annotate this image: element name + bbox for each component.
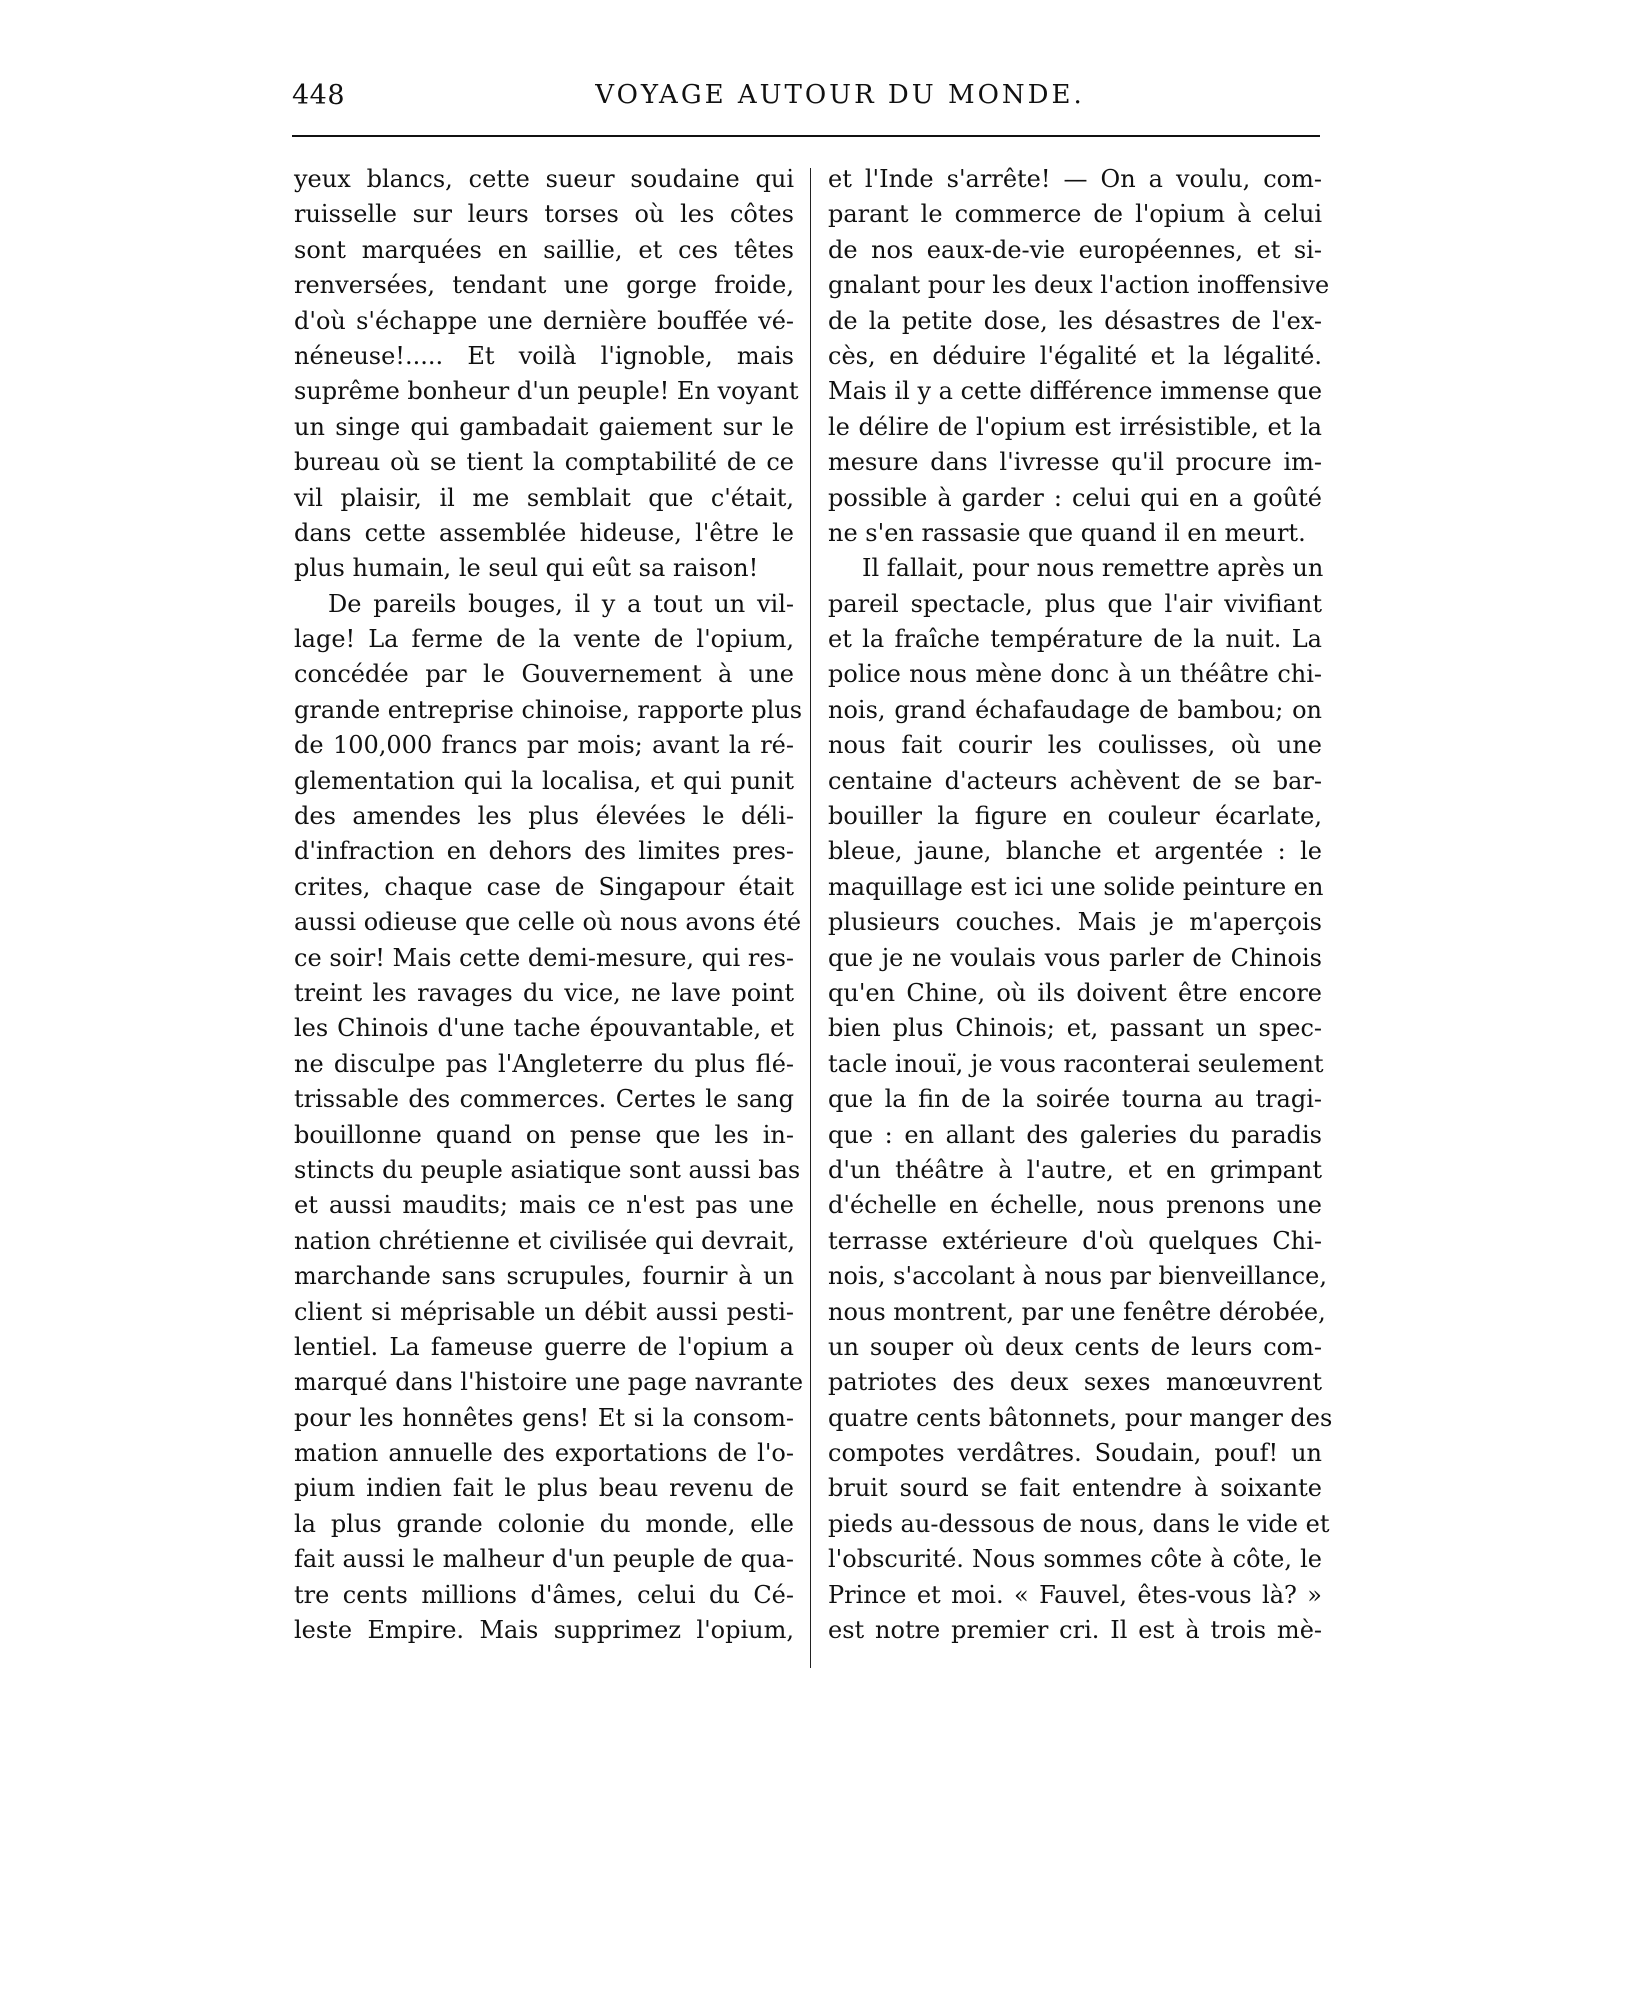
text-line: lage! La ferme de la vente de l'opium, [294,625,794,654]
page-number: 448 [292,80,346,111]
text-line: marqué dans l'histoire une page navrante [294,1368,804,1397]
text-line: plusieurs couches. Mais je m'aperçois [828,908,1322,937]
text-line: dans cette assemblée hideuse, l'être le [294,518,794,547]
text-line: nois, s'accolant à nous par bienveillance, [828,1262,1327,1291]
text-line: leste Empire. Mais supprimez l'opium, [294,1616,794,1645]
text-line: Mais il y a cette différence immense que [828,377,1323,406]
text-line: De pareils bouges, il y a tout un vil- [328,589,794,618]
text-line: ce soir! Mais cette demi-mesure, qui res- [294,943,794,972]
text-line: mesure dans l'ivresse qu'il procure im- [828,448,1322,477]
text-line: suprême bonheur d'un peuple! En voyant [294,377,799,406]
text-line: néneuse!..... Et voilà l'ignoble, mais [294,341,794,370]
text-line: pium indien fait le plus beau revenu de [294,1474,794,1503]
text-line: bien plus Chinois; et, passant un spec- [828,1014,1322,1043]
text-line: et l'Inde s'arrête! — On a voulu, com- [828,165,1322,193]
text-line: nois, grand échafaudage de bambou; on [828,695,1322,724]
text-line: fait aussi le malheur d'un peuple de qua- [294,1545,794,1574]
text-line: gnalant pour les deux l'action inoffensive [828,271,1330,300]
text-line: que la fin de la soirée tourna au tragi- [828,1085,1322,1114]
text-line: plus humain, le seul qui eût sa raison! [294,554,759,583]
text-line: de 100,000 francs par mois; avant la ré- [294,731,794,760]
header-rule [292,135,1320,137]
text-line: lentiel. La fameuse guerre de l'opium a [294,1332,794,1361]
text-line: parant le commerce de l'opium à celui [828,200,1322,229]
text-line: d'un théâtre à l'autre, et en grimpant [828,1155,1322,1184]
text-line: ne s'en rassasie que quand il en meurt. [828,518,1306,547]
text-line: des amendes les plus élevées le déli- [294,802,794,831]
text-line: ruisselle sur leurs torses où les côtes [294,200,794,229]
left-text-column [294,162,804,1648]
text-line: et la fraîche température de la nuit. La [828,625,1322,654]
text-line: pour les honnêtes gens! Et si la consom- [294,1403,794,1432]
text-line: pieds au-dessous de nous, dans le vide et [828,1509,1330,1538]
running-title: VOYAGE AUTOUR DU MONDE. [595,80,1085,110]
text-line: qu'en Chine, où ils doivent être encore [828,978,1322,1007]
text-line: treint les ravages du vice, ne lave point [294,978,794,1007]
text-line: Prince et moi. « Fauvel, êtes-vous là? » [828,1580,1322,1609]
text-line: un souper où deux cents de leurs com- [828,1332,1322,1361]
text-line: vil plaisir, il me semblait que c'était, [294,483,794,512]
text-line: aussi odieuse que celle où nous avons été [294,908,802,937]
text-line: client si méprisable un débit aussi pesti- [294,1297,794,1326]
text-line: l'obscurité. Nous sommes côte à côte, le [828,1545,1322,1574]
text-line: sont marquées en saillie, et ces têtes [294,235,794,264]
text-line: yeux blancs, cette sueur soudaine qui [294,165,794,193]
text-line: grande entreprise chinoise, rapporte plus [294,695,803,724]
text-line: le délire de l'opium est irrésistible, et la [828,412,1322,441]
text-line: que : en allant des galeries du paradis [828,1120,1322,1149]
text-line: tre cents millions d'âmes, celui du Cé- [294,1580,794,1609]
text-line: de nos eaux-de-vie européennes, et si- [828,235,1322,264]
text-line: d'où s'échappe une dernière bouffée vé- [294,306,794,335]
text-line: nous montrent, par une fenêtre dérobée, [828,1297,1326,1326]
text-line: possible à garder : celui qui en a goûté [828,483,1322,512]
text-line: tacle inouï, je vous raconterai seulement [828,1049,1324,1078]
text-line: marchande sans scrupules, fournir à un [294,1262,794,1291]
text-line: de la petite dose, les désastres de l'ex- [828,306,1322,335]
text-line: que je ne voulais vous parler de Chinois [828,943,1322,972]
text-line: patriotes des deux sexes manœuvrent [828,1368,1322,1397]
right-text-column [828,162,1333,1648]
text-line: crites, chaque case de Singapour était [294,872,794,901]
text-line: bouillonne quand on pense que les in- [294,1120,794,1149]
text-line: trissable des commerces. Certes le sang [294,1085,794,1114]
text-line: ne disculpe pas l'Angleterre du plus flé- [294,1049,794,1078]
text-line: et aussi maudits; mais ce n'est pas une [294,1191,794,1220]
text-line: nation chrétienne et civilisée qui devrait, [294,1226,795,1255]
text-line: compotes verdâtres. Soudain, pouf! un [828,1439,1322,1468]
column-divider [810,168,811,1668]
text-line: bouiller la figure en couleur écarlate, [828,802,1322,831]
text-line: un singe qui gambadait gaiement sur le [294,412,794,441]
text-line: est notre premier cri. Il est à trois mè- [828,1616,1322,1645]
text-line: quatre cents bâtonnets, pour manger des [828,1403,1333,1432]
text-line: renversées, tendant une gorge froide, [294,271,794,300]
text-line: bureau où se tient la comptabilité de ce [294,448,794,477]
text-line: bleue, jaune, blanche et argentée : le [828,837,1322,866]
text-line: bruit sourd se fait entendre à soixante [828,1474,1322,1503]
text-line: stincts du peuple asiatique sont aussi bas [294,1155,801,1184]
text-line: pareil spectacle, plus que l'air vivifiant [828,589,1322,618]
text-line: mation annuelle des exportations de l'o- [294,1439,794,1468]
text-line: Il fallait, pour nous remettre après un [862,554,1324,583]
text-line: glementation qui la localisa, et qui punit [294,766,794,795]
text-line: terrasse extérieure d'où quelques Chi- [828,1226,1322,1255]
text-line: les Chinois d'une tache épouvantable, et [294,1014,794,1043]
text-line: maquillage est ici une solide peinture en [828,872,1324,901]
text-line: cès, en déduire l'égalité et la légalité. [828,341,1322,370]
text-line: police nous mène donc à un théâtre chi- [828,660,1322,689]
text-line: centaine d'acteurs achèvent de se bar- [828,766,1322,795]
text-line: nous fait courir les coulisses, où une [828,731,1322,760]
text-line: la plus grande colonie du monde, elle [294,1509,794,1538]
text-line: concédée par le Gouvernement à une [294,660,794,689]
text-line: d'échelle en échelle, nous prenons une [828,1191,1322,1220]
text-line: d'infraction en dehors des limites pres- [294,837,794,866]
